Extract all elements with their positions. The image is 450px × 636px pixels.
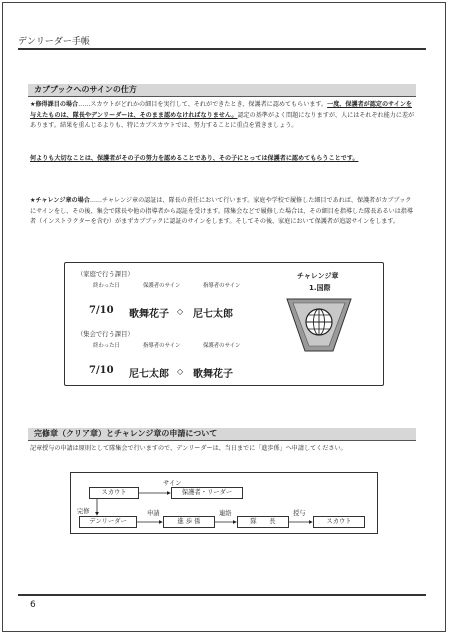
home-parent-sign: 歌舞花子 [129, 309, 169, 320]
home-col-leader: 指導者のサイン [203, 283, 241, 289]
flow-label-award: 授与 [293, 510, 306, 517]
page-number: 6 [30, 600, 36, 610]
meeting-leader-sign: 尼七太郎 [129, 369, 169, 380]
lead-shutoku: ★修得課目の場合 [30, 101, 79, 108]
text-shutoku-2: 認定の基準がよく問題になりますが、人にはそれぞれ能力に差があります。結果を重んじるよりも、特にカブスカウトでは、努力することに重点を置きましょう。 [30, 111, 415, 130]
flow-node-progress: 進 歩 係 [163, 516, 215, 528]
flow-node-cubmaster: 隊 長 [237, 516, 289, 528]
flow-node-scout-award: スカウト [313, 516, 365, 528]
sign-example-box [64, 262, 384, 386]
badge-title: チャレンジ章 [297, 272, 339, 280]
section-title-apply: 完修章（クリア章）とチャレンジ章の申請について [34, 429, 218, 438]
text-important-underline: 何よりも大切なことは、保護者がその子の努力を認めることであり、その子にとっては保護者に認めてもらうことです。 [30, 155, 359, 162]
paragraph-important [30, 154, 416, 165]
flow-label-kanshu: 完修 [77, 508, 90, 515]
paragraph-challenge [30, 196, 416, 228]
flow-node-den-leader: デンリーダー [79, 516, 137, 528]
home-date: 7/10 [89, 305, 114, 316]
home-leader-sign: 尼七太郎 [193, 309, 233, 320]
meeting-subject-title: （集会で行う課目） [77, 331, 134, 338]
lead-challenge: ★チャレンジ章の場合 [30, 197, 90, 204]
meeting-parent-sign: 歌舞花子 [193, 369, 233, 380]
meeting-date: 7/10 [89, 365, 114, 376]
home-subject-title: （家庭で行う課目） [77, 271, 134, 278]
section-bar-apply [28, 428, 416, 441]
flow-node-parent-leader: 保護者・リーダー [171, 487, 243, 499]
home-col-date: 終わった日 [93, 283, 120, 289]
meeting-col-parent: 保護者のサイン [203, 343, 241, 349]
section-title-sign: カブブックへのサインの仕方 [34, 85, 137, 94]
apply-flow-diagram [70, 472, 378, 534]
meeting-col-date: 終わった日 [93, 343, 120, 349]
text-apply: 記章授与の申請は原則として隊集会で行いますので、デンリーダーは、当日までに「進歩係」へ申請してください。 [30, 445, 347, 452]
text-shutoku-underline: 一度、保護者が認定のサインを与えたものは、隊長やデンリーダーは、そのまま認めなければなりません。 [30, 101, 413, 119]
text-shutoku-1: ……スカウトがどれかの細目を実行して、それができたとき、保護者に認めてもらいます。 [78, 101, 328, 108]
globe-badge-icon [283, 295, 355, 357]
header-title: デンリーダー手帳 [18, 37, 90, 47]
meeting-diamond-icon: ◇ [177, 367, 184, 376]
paragraph-apply [30, 444, 416, 455]
badge-name: 1.国際 [309, 284, 331, 292]
header-rule [18, 48, 426, 50]
home-diamond-icon: ◇ [177, 307, 184, 316]
footer-rule [18, 594, 426, 596]
paragraph-shutoku [30, 100, 416, 132]
flow-node-scout: スカウト [89, 487, 139, 499]
home-col-parent: 保護者のサイン [143, 283, 181, 289]
flow-label-apply: 申請 [147, 510, 160, 517]
text-challenge: ……チャレンジ章の認証は、隊長の責任において行います。家庭や学校で履修した細目であれば、保護者がカブブックにサインをし、その後、集会で隊長や他の指導者から認証を受けます。隊集会などで履修した場合は、その細目を指導した隊長あるいは指導者（インストラクターを含む）がまずカブブックに認証のサインをします。そしてその後、家庭において保護者が追認サインをします。 [30, 197, 413, 226]
flow-arrows [71, 473, 379, 535]
meeting-col-leader: 指導者のサイン [143, 343, 181, 349]
section-bar-sign [28, 84, 416, 97]
flow-label-sign: サイン [163, 480, 182, 487]
flow-label-contact: 連絡 [219, 510, 232, 517]
